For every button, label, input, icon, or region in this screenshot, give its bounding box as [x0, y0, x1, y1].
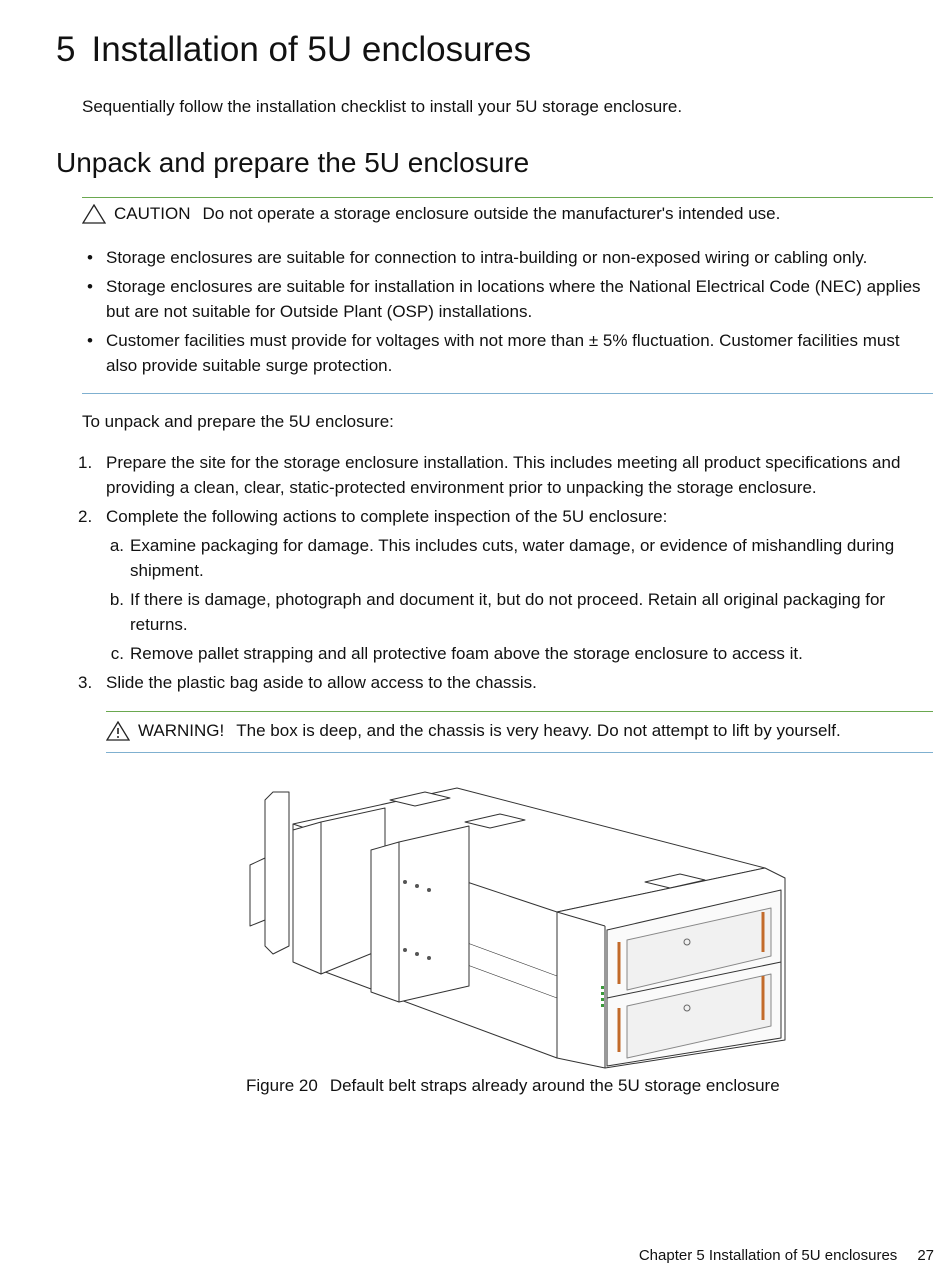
warning-text: The box is deep, and the chassis is very heavy. Do not attempt to lift by yourself.: [236, 721, 841, 740]
list-item: [106, 533, 938, 583]
step-number: 3.: [78, 673, 93, 692]
caution-box: [82, 197, 933, 394]
figure-caption: [246, 1076, 780, 1096]
chapter-title: [56, 30, 531, 70]
page-number: 27: [917, 1247, 934, 1264]
section-title: Unpack and prepare the 5U enclosure: [56, 147, 530, 178]
warning-box: [106, 711, 933, 753]
caution-label: CAUTION: [114, 204, 191, 223]
caution-triangle-icon: [82, 204, 106, 224]
substep-letter: a.: [109, 536, 124, 555]
step-text: Complete the following actions to complete inspection of the 5U enclosure:: [106, 507, 668, 526]
list-item: [106, 641, 938, 666]
substeps-list: [106, 533, 938, 666]
step-number: 1.: [78, 453, 93, 472]
intro-paragraph: Sequentially follow the installation checklist to install your 5U storage enclosure.: [82, 97, 683, 116]
steps-intro: To unpack and prepare the 5U enclosure:: [82, 412, 394, 431]
page-footer: [639, 1247, 934, 1264]
substep-text: If there is damage, photograph and document it, but do not proceed. Retain all original packaging for returns.: [130, 590, 886, 634]
caution-heading: [82, 204, 780, 224]
substep-letter: b.: [109, 590, 124, 609]
warning-triangle-icon: [106, 721, 130, 741]
chapter-title-text: Installation of 5U enclosures: [91, 30, 532, 69]
caution-bullet-list: [82, 245, 933, 382]
step-number: 2.: [78, 507, 93, 526]
list-item: • Storage enclosures are suitable for connection to intra-building or non-exposed wiring or cabling only.: [82, 245, 933, 270]
list-item: [78, 670, 938, 695]
substep-text: Remove pallet strapping and all protective foam above the storage enclosure to access it.: [130, 644, 803, 663]
list-item: • Customer facilities must provide for voltages with not more than ± 5% fluctuation. Customer facilities must also provide suitable surge protection.: [82, 328, 933, 378]
list-item: • Storage enclosures are suitable for installation in locations where the National Electrical Code (NEC) applies but are not suitable for Outside Plant (OSP) installations.: [82, 274, 933, 324]
step-text: Prepare the site for the storage enclosure installation. This includes meeting all product specifications and providing a clean, clear, static-protected environment prior to unpacking the storage enclosure.: [106, 453, 901, 497]
chapter-number: 5: [56, 30, 76, 69]
figure-number: Figure 20: [246, 1076, 318, 1095]
enclosure-figure: [245, 770, 805, 1070]
substep-letter: c.: [110, 644, 124, 663]
warning-heading: [106, 721, 841, 741]
steps-list: [78, 450, 938, 699]
substep-text: Examine packaging for damage. This includes cuts, water damage, or evidence of mishandling during shipment.: [130, 536, 895, 580]
caution-text: Do not operate a storage enclosure outside the manufacturer's intended use.: [202, 204, 781, 223]
footer-chapter-label: Chapter 5 Installation of 5U enclosures: [638, 1247, 898, 1264]
warning-label: WARNING!: [138, 721, 225, 740]
step-text: Slide the plastic bag aside to allow access to the chassis.: [106, 673, 537, 692]
list-item: [78, 504, 938, 666]
figure-caption-text: Default belt straps already around the 5U storage enclosure: [329, 1076, 780, 1095]
list-item: [106, 587, 938, 637]
list-item: [78, 450, 938, 500]
